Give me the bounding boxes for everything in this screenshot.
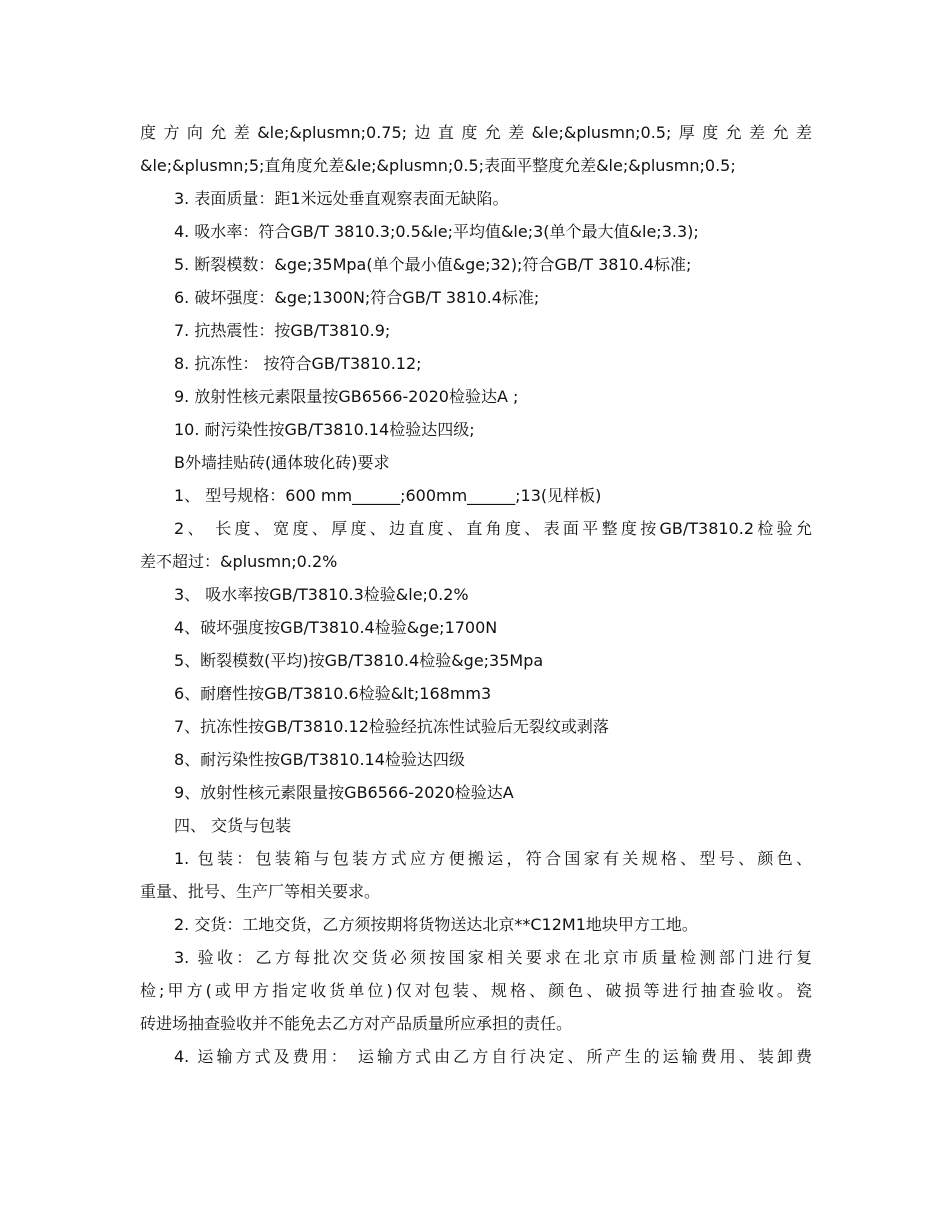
text-line: 3、 吸水率按GB/T3810.3检验&le;0.2%	[174, 585, 469, 604]
text-line: 差不超过：&plusmn;0.2%	[140, 552, 338, 571]
text-line: 3. 验收：乙方每批次交货必须按国家相关要求在北京市质量检测部门进行复	[174, 948, 812, 967]
text-line: 4、破坏强度按GB/T3810.4检验&ge;1700N	[174, 618, 498, 637]
text-line: 8. 抗冻性： 按符合GB/T3810.12;	[174, 354, 422, 373]
text-line: 砖进场抽查验收并不能免去乙方对产品质量所应承担的责任。	[140, 1014, 573, 1033]
text-line: B外墙挂贴砖(通体玻化砖)要求	[174, 453, 390, 472]
text-line: 3. 表面质量：距1米远处垂直观察表面无缺陷。	[174, 189, 509, 208]
text-line: 9. 放射性核元素限量按GB6566-2020检验达A ;	[174, 387, 519, 406]
text-line: 5、断裂模数(平均)按GB/T3810.4检验&ge;35Mpa	[174, 651, 544, 670]
text-line: 6、耐磨性按GB/T3810.6检验&lt;168mm3	[174, 684, 492, 703]
text-line: 10. 耐污染性按GB/T3810.14检验达四级;	[174, 420, 475, 439]
text-line: 1、 型号规格：600 mm______;600mm______;13(见样板)	[174, 486, 602, 505]
text-line: 2、 长度、宽度、厚度、边直度、直角度、表面平整度按GB/T3810.2检验允	[174, 519, 812, 538]
document-body	[140, 117, 812, 1074]
text-line: 4. 运输方式及费用： 运输方式由乙方自行决定、所产生的运输费用、装卸费	[174, 1047, 812, 1066]
text-line: 四、 交货与包装	[174, 816, 292, 835]
text-line: 9、放射性核元素限量按GB6566-2020检验达A	[174, 783, 514, 802]
text-line: 7、抗冻性按GB/T3810.12检验经抗冻性试验后无裂纹或剥落	[174, 717, 609, 736]
text-line: 8、耐污染性按GB/T3810.14检验达四级	[174, 750, 465, 769]
text-line: 6. 破坏强度：&ge;1300N;符合GB/T 3810.4标准;	[174, 288, 540, 307]
text-line: 1. 包装：包装箱与包装方式应方便搬运，符合国家有关规格、型号、颜色、	[174, 849, 812, 868]
text-line: 5. 断裂模数：&ge;35Mpa(单个最小值&ge;32);符合GB/T 3810.4标准;	[174, 255, 692, 274]
text-line: 度方向允差&le;&plusmn;0.75;边直度允差&le;&plusmn;0.5;厚度允差允差	[140, 123, 812, 142]
text-line: &le;&plusmn;5;直角度允差&le;&plusmn;0.5;表面平整度允差&le;&plusmn;0.5;	[140, 156, 736, 175]
text-line: 重量、批号、生产厂等相关要求。	[140, 882, 381, 901]
text-line: 2. 交货：工地交货，乙方须按期将货物送达北京**C12M1地块甲方工地。	[174, 915, 698, 934]
text-line: 4. 吸水率：符合GB/T 3810.3;0.5&le;平均值&le;3(单个最大值&le;3.3);	[174, 222, 699, 241]
text-line: 检;甲方(或甲方指定收货单位)仅对包装、规格、颜色、破损等进行抽查验收。瓷	[140, 981, 812, 1000]
text-line: 7. 抗热震性：按GB/T3810.9;	[174, 321, 391, 340]
